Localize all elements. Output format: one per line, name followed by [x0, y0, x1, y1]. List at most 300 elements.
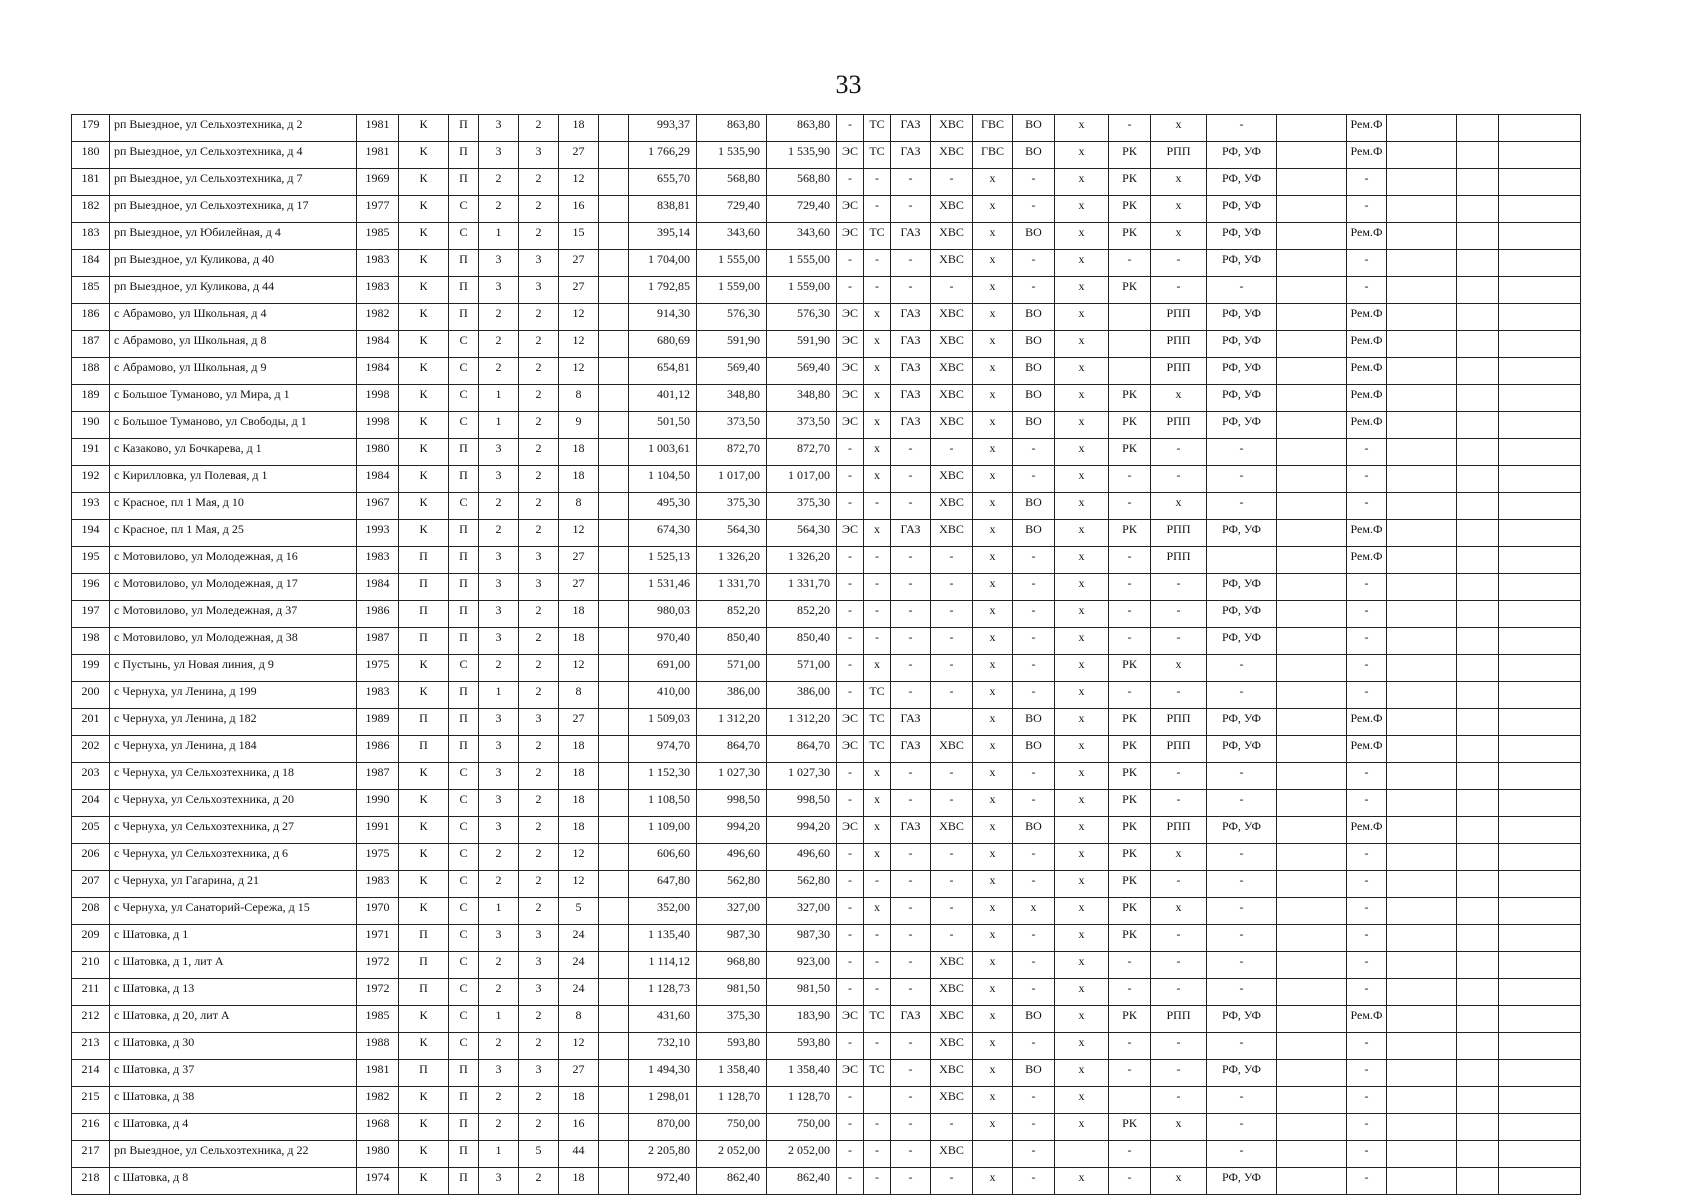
table-cell: х — [1055, 1033, 1109, 1060]
table-cell: - — [931, 871, 973, 898]
table-cell: с Большое Туманово, ул Свободы, д 1 — [110, 412, 357, 439]
table-cell: ТС — [864, 682, 891, 709]
table-cell: 1 555,00 — [767, 250, 837, 277]
table-cell: Рем.Ф — [1347, 385, 1387, 412]
table-cell: - — [1013, 1141, 1055, 1168]
table-cell: 2 — [519, 304, 559, 331]
table-cell: 2 — [519, 439, 559, 466]
table-cell: 1 298,01 — [629, 1087, 697, 1114]
table-cell: К — [399, 520, 449, 547]
table-cell: РК — [1109, 925, 1151, 952]
table-cell: 568,80 — [767, 169, 837, 196]
table-cell: х — [973, 358, 1013, 385]
table-cell: 3 — [479, 601, 519, 628]
table-cell: - — [1207, 844, 1277, 871]
table-cell: П — [449, 736, 479, 763]
table-cell: 12 — [559, 1033, 599, 1060]
table-cell: 27 — [559, 277, 599, 304]
table-cell: - — [1207, 952, 1277, 979]
table-row — [72, 601, 1581, 628]
table-cell: 12 — [559, 655, 599, 682]
table-cell: - — [1109, 1168, 1151, 1195]
table-cell — [1457, 790, 1499, 817]
table-cell: 3 — [479, 736, 519, 763]
table-cell — [599, 412, 629, 439]
table-cell — [1277, 871, 1347, 898]
table-cell: 12 — [559, 844, 599, 871]
table-cell: 201 — [72, 709, 110, 736]
table-cell: - — [891, 574, 931, 601]
table-cell: 12 — [559, 304, 599, 331]
table-cell: Рем.Ф — [1347, 223, 1387, 250]
table-cell: 987,30 — [767, 925, 837, 952]
table-cell — [599, 1168, 629, 1195]
table-cell: П — [399, 1060, 449, 1087]
table-cell: 18 — [559, 790, 599, 817]
table-cell: 569,40 — [767, 358, 837, 385]
table-cell: - — [1013, 466, 1055, 493]
table-cell: - — [891, 898, 931, 925]
table-cell: 2 — [479, 493, 519, 520]
table-cell: - — [891, 547, 931, 574]
table-cell: 593,80 — [697, 1033, 767, 1060]
table-cell: РК — [1109, 142, 1151, 169]
table-cell — [1457, 925, 1499, 952]
table-cell: 1 — [479, 682, 519, 709]
table-cell: - — [891, 493, 931, 520]
table-cell: - — [837, 493, 864, 520]
table-cell: 3 — [519, 250, 559, 277]
table-cell: П — [449, 142, 479, 169]
table-cell: 3 — [479, 1060, 519, 1087]
table-cell: - — [931, 682, 973, 709]
table-cell: 375,30 — [697, 1006, 767, 1033]
table-cell: - — [1207, 871, 1277, 898]
table-cell: 1 — [479, 1006, 519, 1033]
table-cell — [599, 898, 629, 925]
table-cell: - — [1207, 898, 1277, 925]
table-cell — [1109, 358, 1151, 385]
table-cell: х — [1055, 925, 1109, 952]
table-cell — [1387, 844, 1457, 871]
table-cell — [1387, 655, 1457, 682]
table-cell: х — [1055, 898, 1109, 925]
table-cell: ХВС — [931, 520, 973, 547]
table-cell: 1984 — [357, 331, 399, 358]
table-cell: 1 017,00 — [697, 466, 767, 493]
table-cell — [1457, 115, 1499, 142]
table-cell: ГАЗ — [891, 817, 931, 844]
table-cell: 2 — [479, 844, 519, 871]
table-cell: - — [1151, 277, 1207, 304]
table-cell: П — [449, 439, 479, 466]
table-cell: - — [1151, 979, 1207, 1006]
table-cell — [1499, 142, 1581, 169]
table-cell: - — [837, 952, 864, 979]
table-cell: РФ, УФ — [1207, 358, 1277, 385]
table-cell: ХВС — [931, 1141, 973, 1168]
table-cell: ХВС — [931, 466, 973, 493]
table-cell — [1387, 142, 1457, 169]
table-cell: 862,40 — [767, 1168, 837, 1195]
table-cell: П — [399, 925, 449, 952]
table-cell: 872,70 — [697, 439, 767, 466]
table-cell: - — [1151, 925, 1207, 952]
table-cell: - — [1151, 601, 1207, 628]
table-cell: 2 — [519, 412, 559, 439]
table-cell: 1 027,30 — [767, 763, 837, 790]
table-cell — [1207, 547, 1277, 574]
table-cell — [599, 574, 629, 601]
table-cell — [599, 736, 629, 763]
table-cell: ЭС — [837, 1006, 864, 1033]
table-cell: К — [399, 196, 449, 223]
table-cell — [1499, 547, 1581, 574]
table-cell: П — [449, 1114, 479, 1141]
table-cell: с Шатовка, д 38 — [110, 1087, 357, 1114]
table-cell: 495,30 — [629, 493, 697, 520]
table-cell — [1277, 1141, 1347, 1168]
table-cell: 3 — [479, 142, 519, 169]
table-cell: рп Выездное, ул Юбилейная, д 4 — [110, 223, 357, 250]
table-cell: х — [973, 250, 1013, 277]
table-cell: х — [864, 898, 891, 925]
table-cell: 18 — [559, 1087, 599, 1114]
table-cell: 2 — [519, 196, 559, 223]
table-cell: Рем.Ф — [1347, 520, 1387, 547]
table-cell: С — [449, 898, 479, 925]
table-cell: 864,70 — [767, 736, 837, 763]
table-cell: ГАЗ — [891, 223, 931, 250]
table-cell — [1109, 304, 1151, 331]
table-cell: 1 535,90 — [767, 142, 837, 169]
table-cell: - — [1109, 1033, 1151, 1060]
table-cell: П — [399, 709, 449, 736]
table-cell: К — [399, 466, 449, 493]
table-cell — [1387, 979, 1457, 1006]
table-cell: 189 — [72, 385, 110, 412]
table-cell: Рем.Ф — [1347, 331, 1387, 358]
table-cell — [1277, 1168, 1347, 1195]
table-cell: 1 792,85 — [629, 277, 697, 304]
table-cell — [599, 817, 629, 844]
table-cell — [599, 385, 629, 412]
table-cell: 12 — [559, 169, 599, 196]
table-cell — [1499, 412, 1581, 439]
table-cell: 968,80 — [697, 952, 767, 979]
table-cell: ВО — [1013, 223, 1055, 250]
table-cell: 1 326,20 — [697, 547, 767, 574]
table-cell: РФ, УФ — [1207, 1060, 1277, 1087]
table-cell: 569,40 — [697, 358, 767, 385]
table-row — [72, 115, 1581, 142]
table-cell — [1457, 952, 1499, 979]
table-cell: 1987 — [357, 628, 399, 655]
table-cell: С — [449, 1033, 479, 1060]
table-cell — [1499, 898, 1581, 925]
table-row — [72, 790, 1581, 817]
table-cell: 987,30 — [697, 925, 767, 952]
table-cell: 1977 — [357, 196, 399, 223]
table-cell: - — [1013, 952, 1055, 979]
table-cell — [1277, 1114, 1347, 1141]
table-cell: - — [1347, 952, 1387, 979]
table-cell: 691,00 — [629, 655, 697, 682]
table-cell: - — [1151, 871, 1207, 898]
table-cell — [1457, 871, 1499, 898]
table-cell: 1975 — [357, 844, 399, 871]
table-cell: 2 — [519, 898, 559, 925]
table-cell: - — [837, 250, 864, 277]
table-cell: РФ, УФ — [1207, 331, 1277, 358]
table-cell: 207 — [72, 871, 110, 898]
table-cell: 1980 — [357, 1141, 399, 1168]
table-row — [72, 196, 1581, 223]
table-cell: РПП — [1151, 331, 1207, 358]
table-cell: рп Выездное, ул Сельхозтехника, д 17 — [110, 196, 357, 223]
table-cell: х — [1055, 304, 1109, 331]
table-cell: - — [931, 574, 973, 601]
table-cell: х — [1055, 1060, 1109, 1087]
table-cell: - — [891, 925, 931, 952]
table-cell: х — [973, 466, 1013, 493]
table-cell: х — [973, 1060, 1013, 1087]
table-cell: ТС — [864, 709, 891, 736]
table-cell: 1 128,70 — [697, 1087, 767, 1114]
table-cell: 3 — [519, 277, 559, 304]
table-cell: ХВС — [931, 412, 973, 439]
table-cell: 375,30 — [697, 493, 767, 520]
table-cell: - — [891, 1087, 931, 1114]
table-cell: - — [837, 439, 864, 466]
table-cell: К — [399, 115, 449, 142]
table-cell: 2 — [519, 1006, 559, 1033]
table-cell: 1 331,70 — [697, 574, 767, 601]
table-cell: х — [1151, 115, 1207, 142]
table-cell: 386,00 — [767, 682, 837, 709]
table-cell: - — [864, 925, 891, 952]
table-cell: 2 — [479, 196, 519, 223]
table-cell: - — [1347, 1060, 1387, 1087]
table-cell: - — [931, 655, 973, 682]
table-row — [72, 952, 1581, 979]
table-cell: - — [931, 763, 973, 790]
table-cell: 1 766,29 — [629, 142, 697, 169]
table-cell: К — [399, 1087, 449, 1114]
table-cell: С — [449, 358, 479, 385]
table-cell: 1998 — [357, 412, 399, 439]
table-cell: 2 — [519, 817, 559, 844]
table-cell: К — [399, 493, 449, 520]
table-cell: х — [864, 520, 891, 547]
table-cell — [1457, 358, 1499, 385]
table-cell: - — [891, 466, 931, 493]
table-cell: х — [1055, 223, 1109, 250]
table-cell — [599, 925, 629, 952]
table-cell: - — [864, 574, 891, 601]
table-cell: 980,03 — [629, 601, 697, 628]
table-cell: 496,60 — [767, 844, 837, 871]
table-cell: - — [1013, 1168, 1055, 1195]
table-row — [72, 412, 1581, 439]
table-cell — [1457, 331, 1499, 358]
table-cell: х — [1151, 385, 1207, 412]
table-row — [72, 1087, 1581, 1114]
table-cell: 217 — [72, 1141, 110, 1168]
table-cell: - — [891, 439, 931, 466]
table-cell: с Чернуха, ул Сельхозтехника, д 27 — [110, 817, 357, 844]
table-cell: С — [449, 331, 479, 358]
table-cell: 3 — [519, 925, 559, 952]
table-cell: 1989 — [357, 709, 399, 736]
table-cell: 343,60 — [697, 223, 767, 250]
table-cell — [1387, 601, 1457, 628]
table-cell: х — [864, 331, 891, 358]
table-cell — [1457, 736, 1499, 763]
table-cell: х — [973, 1087, 1013, 1114]
table-cell — [1499, 925, 1581, 952]
table-cell: х — [1151, 898, 1207, 925]
table-cell: 3 — [519, 709, 559, 736]
table-cell: 923,00 — [767, 952, 837, 979]
table-cell: - — [931, 169, 973, 196]
table-cell: 27 — [559, 574, 599, 601]
table-cell: 212 — [72, 1006, 110, 1033]
table-cell: 27 — [559, 250, 599, 277]
table-cell: - — [1013, 574, 1055, 601]
table-cell: - — [1207, 277, 1277, 304]
table-cell: - — [1013, 601, 1055, 628]
table-cell: х — [973, 655, 1013, 682]
table-cell: 2 — [479, 169, 519, 196]
table-cell: 2 205,80 — [629, 1141, 697, 1168]
table-cell: ХВС — [931, 493, 973, 520]
table-cell: - — [1151, 628, 1207, 655]
table-cell — [1457, 898, 1499, 925]
table-cell: 3 — [479, 925, 519, 952]
table-cell: 1 358,40 — [697, 1060, 767, 1087]
table-row — [72, 1006, 1581, 1033]
table-cell: х — [1055, 277, 1109, 304]
table-cell — [1457, 709, 1499, 736]
table-cell: - — [864, 871, 891, 898]
table-cell: х — [1055, 952, 1109, 979]
table-cell: х — [973, 547, 1013, 574]
table-cell: с Чернуха, ул Ленина, д 184 — [110, 736, 357, 763]
table-cell: х — [1055, 1168, 1109, 1195]
table-cell: 8 — [559, 1006, 599, 1033]
table-cell: 1 559,00 — [767, 277, 837, 304]
table-cell: 218 — [72, 1168, 110, 1195]
table-cell: х — [1055, 709, 1109, 736]
table-cell — [1277, 169, 1347, 196]
table-cell: - — [864, 1033, 891, 1060]
table-cell: - — [1013, 250, 1055, 277]
table-cell: 1981 — [357, 142, 399, 169]
page-number: 33 — [835, 70, 862, 99]
table-cell — [1277, 547, 1347, 574]
table-cell: 2 — [519, 763, 559, 790]
table-cell — [1387, 466, 1457, 493]
table-cell: 27 — [559, 142, 599, 169]
table-cell: х — [1055, 601, 1109, 628]
table-cell: - — [1151, 1033, 1207, 1060]
table-cell: 1 555,00 — [697, 250, 767, 277]
table-cell: х — [973, 520, 1013, 547]
table-cell: 208 — [72, 898, 110, 925]
table-cell — [1277, 1087, 1347, 1114]
table-cell — [1387, 790, 1457, 817]
table-cell: 204 — [72, 790, 110, 817]
table-cell: 27 — [559, 547, 599, 574]
table-cell: РПП — [1151, 1006, 1207, 1033]
table-cell: ТС — [864, 115, 891, 142]
table-cell: 3 — [479, 817, 519, 844]
table-cell: - — [1013, 844, 1055, 871]
table-cell: ТС — [864, 1060, 891, 1087]
table-cell: х — [1055, 790, 1109, 817]
table-cell: ХВС — [931, 142, 973, 169]
table-cell: х — [973, 1168, 1013, 1195]
table-cell: С — [449, 790, 479, 817]
table-cell: П — [449, 601, 479, 628]
table-cell: - — [891, 628, 931, 655]
table-cell: - — [891, 952, 931, 979]
table-cell: - — [1151, 682, 1207, 709]
table-cell: 870,00 — [629, 1114, 697, 1141]
table-cell: 564,30 — [767, 520, 837, 547]
table-cell: - — [891, 277, 931, 304]
table-cell: х — [973, 493, 1013, 520]
table-cell: - — [1347, 871, 1387, 898]
table-cell: РФ, УФ — [1207, 736, 1277, 763]
table-cell: 9 — [559, 412, 599, 439]
table-cell — [1277, 817, 1347, 844]
table-cell — [1387, 1087, 1457, 1114]
table-cell: 16 — [559, 1114, 599, 1141]
table-cell — [1277, 142, 1347, 169]
table-cell: 373,50 — [697, 412, 767, 439]
table-cell: с Чернуха, ул Санаторий-Сережа, д 15 — [110, 898, 357, 925]
table-cell — [1277, 304, 1347, 331]
table-cell: с Шатовка, д 37 — [110, 1060, 357, 1087]
table-row — [72, 574, 1581, 601]
table-cell — [599, 1141, 629, 1168]
table-cell — [1499, 439, 1581, 466]
table-cell: 1 152,30 — [629, 763, 697, 790]
table-cell: К — [399, 1168, 449, 1195]
table-cell: К — [399, 412, 449, 439]
table-cell — [1387, 520, 1457, 547]
table-cell: 2 — [519, 1033, 559, 1060]
table-cell: РК — [1109, 844, 1151, 871]
table-cell — [1277, 628, 1347, 655]
table-cell — [1387, 169, 1457, 196]
table-cell — [1277, 331, 1347, 358]
table-cell: - — [1109, 466, 1151, 493]
table-cell: 1983 — [357, 277, 399, 304]
table-cell: ТС — [864, 1006, 891, 1033]
table-cell: 2 — [519, 1087, 559, 1114]
table-cell: - — [1207, 1087, 1277, 1114]
table-cell: 1 559,00 — [697, 277, 767, 304]
table-cell: х — [973, 871, 1013, 898]
table-cell: 994,20 — [697, 817, 767, 844]
table-cell: ГВС — [973, 115, 1013, 142]
table-cell: РПП — [1151, 520, 1207, 547]
table-cell: - — [1347, 682, 1387, 709]
table-cell: - — [837, 682, 864, 709]
